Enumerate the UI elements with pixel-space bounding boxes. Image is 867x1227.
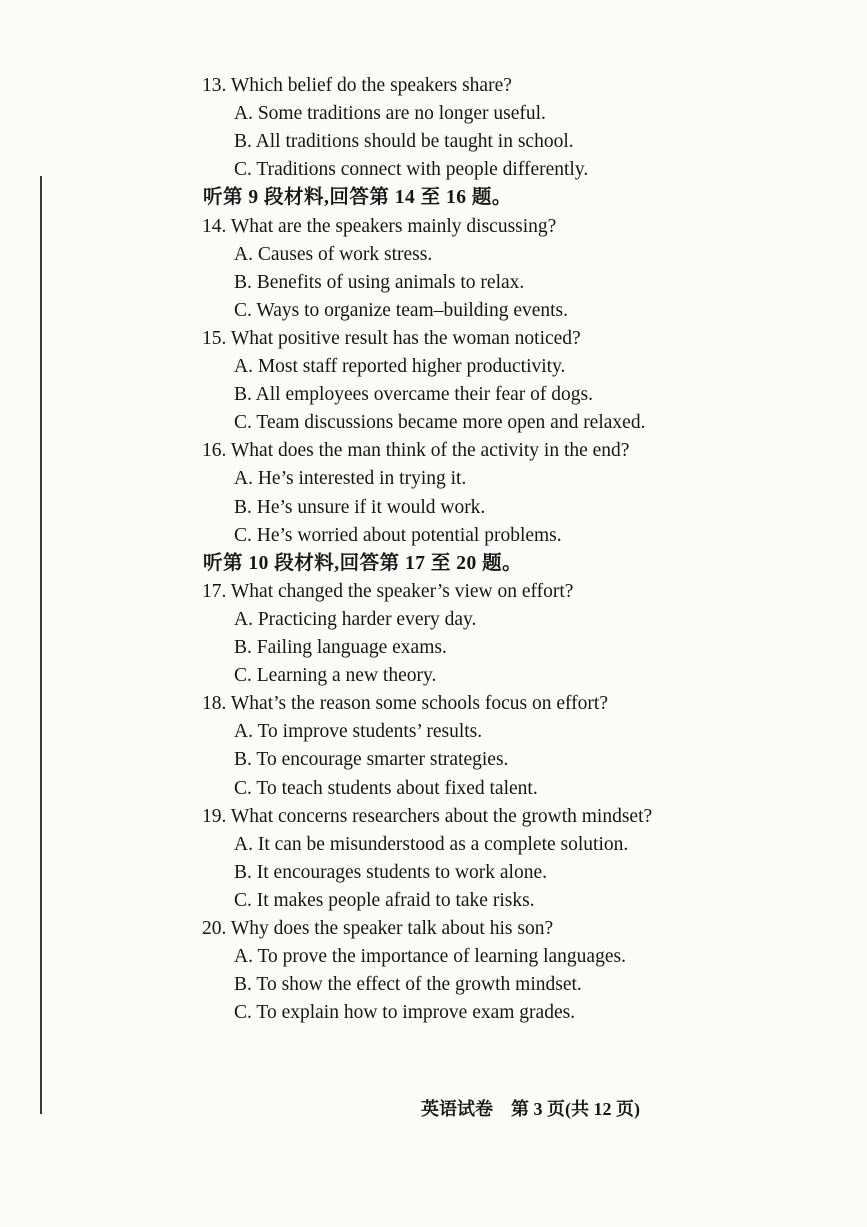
answer-option-c: C. Learning a new theory. [234,665,437,687]
answer-option-a: A. It can be misunderstood as a complete solution. [234,833,629,855]
answer-option-c: C. To explain how to improve exam grades. [234,1002,576,1024]
answer-option-b: B. All traditions should be taught in school. [234,131,574,153]
question-stem: 15. What positive result has the woman noticed? [202,327,581,349]
section-instruction: 听第 9 段材料,回答第 14 至 16 题。 [203,187,512,209]
question-stem: 20. Why does the speaker talk about his son? [202,918,554,939]
answer-option-a: A. Some traditions are no longer useful. [234,103,546,125]
answer-option-a: A. Practicing harder every day. [234,608,477,630]
answer-option-c: C. Team discussions became more open and relaxed. [234,412,646,434]
answer-option-a: A. To improve students’ results. [234,721,483,743]
question-stem: 18. What’s the reason some schools focus on effort? [202,693,608,715]
answer-option-b: B. Failing language exams. [234,637,447,658]
answer-option-c: C. To teach students about fixed talent. [234,777,538,799]
answer-option-a: A. Most staff reported higher productivity. [234,356,566,377]
answer-option-c: C. Traditions connect with people differently. [234,159,589,181]
section-instruction: 听第 10 段材料,回答第 17 至 20 题。 [203,552,523,574]
answer-option-a: A. Causes of work stress. [234,243,433,265]
answer-option-a: A. To prove the importance of learning languages. [234,946,626,968]
answer-option-a: A. He’s interested in trying it. [234,468,467,490]
question-stem: 19. What concerns researchers about the growth mindset? [202,805,653,827]
question-stem: 16. What does the man think of the activity in the end? [202,440,630,462]
page-footer: 英语试卷 第 3 页(共 12 页) [421,1099,640,1119]
answer-option-b: B. Benefits of using animals to relax. [234,271,525,293]
answer-option-c: C. Ways to organize team–building events. [234,299,569,321]
answer-option-c: C. It makes people afraid to take risks. [234,889,535,911]
question-stem: 17. What changed the speaker’s view on effort? [202,580,574,602]
answer-option-b: B. All employees overcame their fear of dogs. [234,384,594,406]
answer-option-b: B. It encourages students to work alone. [234,861,548,883]
question-stem: 13. Which belief do the speakers share? [202,75,512,96]
answer-option-b: B. To encourage smarter strategies. [234,749,509,771]
question-stem: 14. What are the speakers mainly discussing? [202,215,557,237]
answer-option-b: B. He’s unsure if it would work. [234,496,486,518]
answer-option-c: C. He’s worried about potential problems. [234,524,562,546]
answer-option-b: B. To show the effect of the growth mindset. [234,974,582,996]
margin-rule [40,176,42,1114]
